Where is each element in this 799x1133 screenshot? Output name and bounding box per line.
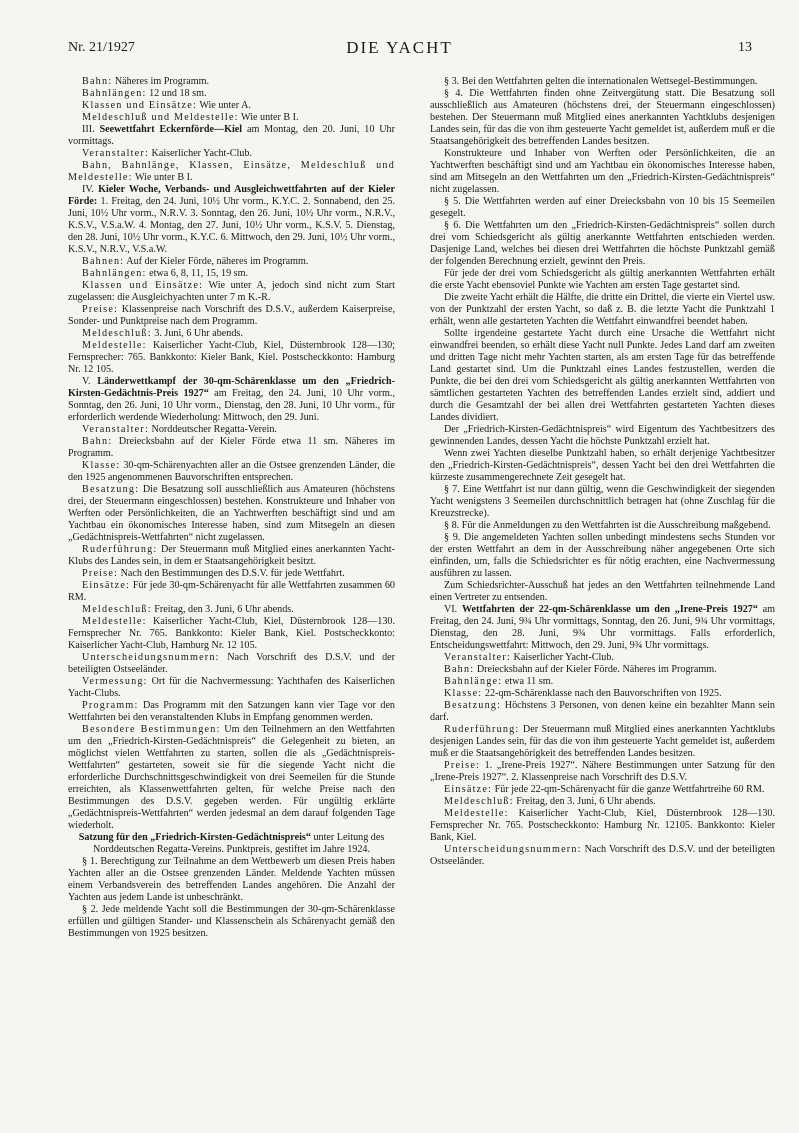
field-label: Vermessung: [82, 676, 148, 687]
paragraph-text: § 5. Die Wettfahrten werden auf einer Dreiecksbahn von 10 bis 15 Seemeilen gesegelt. [430, 196, 775, 219]
text-paragraph [430, 604, 775, 652]
text-paragraph [68, 112, 395, 124]
paragraph-text: 1. Freitag, den 24. Juni, 10½ Uhr vorm., K.Y.C. 2. Sonnabend, den 25. Juni, 10½ Uhr vorm., N.R.V. 3. Sonntag, den 26. Juni, 10½ Uhr vorm., N.R.V., K.S.V., V.S.a.W. 4. Montag, den 27. Juni, 10½ Uhr vorm., K.S.V. 5. Dienstag, den 28. Juni, 10½ Uhr vorm., K.Y.C. 6. Mittwoch, den 29. Juni, 10½ Uhr vorm., K.S.V., N.R.V., V.S.a.W. [68, 196, 395, 255]
paragraph-text: Wie unter B I. [132, 172, 193, 183]
paragraph-text: § 4. Die Wettfahrten finden ohne Zeitvergütung statt. Die Besatzung soll ausschließlich aus Amateuren (höchstens drei, der Steuermann eingeschlossen) bestehen. Der Steuermann muß Mitglied eines anerkannten Yachtklubs desjenigen Landes sein, für das die von ihm gesteuerte Yacht gemeldet ist, außerdem muß er die Staatsangehörigkeit des betreffenden Landes besitzen. [430, 88, 775, 147]
paragraph-text: § 8. Für die Anmeldungen zu den Wettfahrten ist die Ausschreibung maßgebend. [444, 520, 771, 531]
field-label: Programm: [82, 700, 139, 711]
text-paragraph [430, 424, 775, 448]
paragraph-text: 3. Juni, 6 Uhr abends. [151, 328, 243, 339]
paragraph-text: Freitag, den 3. Juni, 6 Uhr abends. [151, 604, 294, 615]
field-label: Besatzung: [444, 700, 502, 711]
paragraph-text: Für jede der drei vom Schiedsgericht als gültig anerkannten Wettfahrten erhält die erste Yacht ebensoviel Punkte wie Yachten am ersten Tage gestartet sind. [430, 268, 775, 291]
text-paragraph [68, 856, 395, 904]
text-paragraph [68, 616, 395, 652]
field-label: Klassen und Einsätze: [82, 280, 204, 291]
field-label: Bahn: [82, 436, 113, 447]
paragraph-text: unter Leitung des Norddeutschen Regatta-Vereins. Punktpreis, gestiftet im Jahre 1924. [93, 832, 385, 855]
left-column [68, 76, 395, 940]
field-label: Veranstalter: [82, 424, 149, 435]
paragraph-text: Dreiecksbahn auf der Kieler Förde etwa 11 sm. Näheres im Programm. [68, 436, 395, 459]
section-number: IV. [82, 184, 99, 195]
text-paragraph [68, 100, 395, 112]
text-paragraph [430, 844, 775, 868]
text-paragraph [68, 184, 395, 256]
field-label: Meldestelle: [444, 808, 509, 819]
paragraph-text: Nach Vorschrift des D.S.V. und der beteiligten Ostseeländer. [430, 844, 775, 867]
text-paragraph [68, 256, 395, 268]
paragraph-text: etwa 11 sm. [502, 676, 554, 687]
text-paragraph [430, 652, 775, 664]
paragraph-text: Zum Schiedsrichter-Ausschuß hat jedes an den Wettfahrten teilnehmende Land einen Vertreter zu entsenden. [430, 580, 775, 603]
text-paragraph [68, 604, 395, 616]
text-paragraph [430, 268, 775, 292]
paragraph-text: Auf der Kieler Förde, näheres im Programm. [124, 256, 309, 267]
paragraph-text: Der „Friedrich-Kirsten-Gedächtnispreis“ wird Eigentum des Yachtbesitzers des gewinnenden Landes, dessen Yacht die höchste Punktzahl erzielt hat. [430, 424, 775, 447]
text-paragraph [430, 520, 775, 532]
paragraph-text: 22-qm-Schärenklasse nach den Bauvorschriften von 1925. [482, 688, 722, 699]
field-label: Bahn: [444, 664, 475, 675]
paragraph-text: § 6. Die Wettfahrten um den „Friedrich-Kirsten-Gedächtnispreis“ sollen durch drei vom Schiedsgericht als gültig anerkannte Wettfahrten entschieden werden. Dasjenige Land, welches bei diesen drei Wettfahrten die höchste Punktzahl gemäß der folgenden Berechnung erzielt, gewinnt den Preis. [430, 220, 775, 267]
text-paragraph [430, 88, 775, 148]
field-label: Bahnlängen: [82, 88, 147, 99]
text-paragraph [430, 676, 775, 688]
text-paragraph [430, 796, 775, 808]
text-paragraph [68, 652, 395, 676]
field-label: Klassen und Einsätze: [82, 100, 197, 111]
text-paragraph [430, 688, 775, 700]
text-paragraph [430, 580, 775, 604]
paragraph-text: Dreiecksbahn auf der Kieler Förde. Näheres im Programm. [474, 664, 717, 675]
text-paragraph [68, 484, 395, 544]
paragraph-text: Kaiserlicher Yacht-Club, Kiel, Düsternbrook 128—130; Fernsprecher: 765. Bankkonto: Kieler Bank, Kiel. Postscheckkonto: Hamburg Nr. 12 105. [68, 340, 395, 375]
paragraph-text: Wenn zwei Yachten dieselbe Punktzahl haben, so erhält derjenige Yachtbesitzer den „Friedrich-Kirsten-Gedächtnispreis“, dessen Yacht bei den drei Wettfahrten die kürzeste zusammengerechnete Zeit gesegelt hat. [430, 448, 775, 483]
text-paragraph [68, 328, 395, 340]
text-paragraph [68, 436, 395, 460]
field-label: Unterscheidungsnummern: [82, 652, 220, 663]
statute-heading: Satzung für den „Friedrich-Kirsten-Gedächtnispreis“ [78, 832, 311, 843]
section-number: VI. [444, 604, 462, 615]
paragraph-text: Für jede 30-qm-Schärenyacht für alle Wettfahrten zusammen 60 RM. [68, 580, 395, 603]
field-label: Meldeschluß: [444, 796, 514, 807]
paragraph-text: Klassenpreise nach Vorschrift des D.S.V., außerdem Kaiserpreise, Sonder- und Punktpreise nach dem Programm. [68, 304, 395, 327]
field-label: Bahnlänge: [444, 676, 503, 687]
paragraph-text: Für jede 22-qm-Schärenyacht für die ganze Wettfahrtreihe 60 RM. [492, 784, 765, 795]
paragraph-text: Wie unter A, jedoch sind nicht zum Start zugelassen: die Ausgleichyachten unter 7 m K.-R. [68, 280, 395, 303]
field-label: Bahnen: [82, 256, 125, 267]
text-paragraph [430, 328, 775, 424]
paragraph-text: Norddeutscher Regatta-Verein. [149, 424, 277, 435]
paragraph-text: Ort für die Nachvermessung: Yachthafen des Kaiserlichen Yacht-Clubs. [68, 676, 395, 699]
paragraph-text: Kaiserlicher Yacht-Club. [511, 652, 614, 663]
text-paragraph [68, 148, 395, 160]
text-paragraph [430, 292, 775, 328]
paragraph-text: 30-qm-Schärenyachten aller an die Ostsee grenzenden Länder, die den 1925 angenommenen Bauvorschriften entsprechen. [68, 460, 395, 483]
paragraph-text: Konstrukteure und Inhaber von Werften oder Persönlichkeiten, die an Yachtwerften beschäftigt sind und am Yachtbau ein ökonomisches Interesse haben, sind am Mitsegeln an den Wettfahrten um den „Friedrich-Kirsten-Gedächtnispreis“ nicht zugelassen. [430, 148, 775, 195]
field-label: Einsätze: [444, 784, 493, 795]
field-label: Meldestelle: [82, 340, 147, 351]
paragraph-text: 1. „Irene-Preis 1927“. Nähere Bestimmungen unter Satzung für den „Irene-Preis 1927“. 2. Klassenpreise nach Vorschrift des D.S.V. [430, 760, 775, 783]
text-paragraph [68, 568, 395, 580]
paragraph-text: Kaiserlicher Yacht-Club, Kiel, Düsternbrook 128—130. Fernsprecher Nr. 765. Postscheckkonto: Hamburg Nr. 12105. Bankkonto: Kieler Bank, Kiel. [430, 808, 775, 843]
field-label: Ruderführung: [82, 544, 158, 555]
field-label: Ruderführung: [444, 724, 520, 735]
text-paragraph [430, 76, 775, 88]
text-paragraph [430, 700, 775, 724]
field-label: Unterscheidungsnummern: [444, 844, 582, 855]
page-number: 13 [738, 40, 752, 55]
text-paragraph [68, 268, 395, 280]
text-paragraph [430, 808, 775, 844]
text-paragraph [430, 724, 775, 760]
field-label: Bahn: [82, 76, 113, 87]
section-title: Seewettfahrt Eckernförde—Kiel [99, 124, 243, 135]
paragraph-text: Höchstens 3 Personen, von denen keine ein bezahlter Mann sein darf. [430, 700, 775, 723]
text-paragraph [68, 676, 395, 700]
field-label: Klasse: [82, 460, 121, 471]
text-paragraph [68, 832, 395, 856]
paragraph-text: § 3. Bei den Wettfahrten gelten die internationalen Wettsegel-Bestimmungen. [444, 76, 758, 87]
issue-number: Nr. 21/1927 [68, 40, 135, 55]
field-label: Veranstalter: [444, 652, 511, 663]
section-title: Länderwettkampf der 30-qm-Schärenklasse um den „Friedrich-Kirsten-Gedächtnis-Preis 1927“ [68, 376, 395, 399]
field-label: Meldeschluß und Meldestelle: [82, 112, 239, 123]
paragraph-text: etwa 6, 8, 11, 15, 19 sm. [146, 268, 249, 279]
text-paragraph [430, 784, 775, 796]
section-number: III. [82, 124, 100, 135]
text-paragraph [68, 160, 395, 184]
text-paragraph [68, 88, 395, 100]
paragraph-text: Wie unter A. [197, 100, 251, 111]
paragraph-text: § 7. Eine Wettfahrt ist nur dann gültig, wenn die Geschwindigkeit der siegenden Yacht wenigstens 3 Seemeilen durchschnittlich betragen hat (ohne Zuschlag für die Kreuzstrecke). [430, 484, 775, 519]
text-paragraph [430, 760, 775, 784]
field-label: Veranstalter: [82, 148, 149, 159]
field-label: Bahn, Bahnlänge, Klassen, Einsätze, Meldeschluß und Meldestelle: [68, 160, 395, 183]
section-number: V. [82, 376, 98, 387]
field-label: Besatzung: [82, 484, 140, 495]
paragraph-text: am Freitag, den 24. Juni, 9¾ Uhr vormittags, Sonntag, den 26. Juni, 9¾ Uhr vormittags, Dienstag, den 28. Juni, 9¾ Uhr vormittags. Falls erforderlich, Entscheidungswettfahrt: Mittwoch, den 29. Juni, 9¾ Uhr vormittags. [430, 604, 776, 651]
text-paragraph [430, 196, 775, 220]
paragraph-text: Um den Teilnehmern an den Wettfahrten um den „Friedrich-Kirsten-Gedächtnispreis“ die Gelegenheit zu bieten, an möglichst vielen Wettfahrten zu starten, sollen die als „Gedächtnispreis-Wettfahrten“ gestarteten, soweit sie für die siegende Yacht nicht die erforderliche Durchschnittsgeschwindigkeit von drei Seemeilen für die Stunde erreichten, als Klassenwettfahrten gelten, für welche Preise nach den Bestimmungen des D.S.V. gegeben werden. Für ungültig erklärte „Gedächtnispreis-Wettfahrten“ werden jedesmal an dem darauf folgenden Tage wiederholt. [68, 724, 395, 831]
section-title: Wettfahrten der 22-qm-Schärenklasse um den „Irene-Preis 1927“ [461, 604, 758, 615]
text-paragraph [68, 700, 395, 724]
paragraph-text: Kaiserlicher Yacht-Club. [149, 148, 252, 159]
field-label: Preise: [82, 304, 119, 315]
paragraph-text: § 2. Jede meldende Yacht soll die Bestimmungen der 30-qm-Schärenklasse erfüllen und gültigen Stander- und Klassenschein als Schärenyacht gemäß den Bestimmungen von 1925 besitzen. [68, 904, 395, 939]
paragraph-text: Wie unter B I. [238, 112, 299, 123]
paragraph-text: 12 und 18 sm. [146, 88, 207, 99]
field-label: Einsätze: [82, 580, 131, 591]
paragraph-text: Nach den Bestimmungen des D.S.V. für jede Wettfahrt. [118, 568, 345, 579]
field-label: Bahnlängen: [82, 268, 147, 279]
field-label: Preise: [82, 568, 119, 579]
paragraph-text: Die zweite Yacht erhält die Hälfte, die dritte ein Drittel, die vierte ein Viertel usw. von der Punktzahl der ersten Yacht, so daß z. B. die letzte Yacht die Punktzahl 1 erhält, wenn alle gestarteten Yachten die Wettfahrt einwandfrei beendet haben. [430, 292, 775, 327]
field-label: Meldeschluß: [82, 328, 152, 339]
text-paragraph [68, 904, 395, 940]
paragraph-text: am Montag, den 20. Juni, 10 Uhr vormittags. [68, 124, 395, 147]
paragraph-text: § 1. Berechtigung zur Teilnahme an dem Wettbewerb um diesen Preis haben Yachten aller an die Ostsee grenzenden Länder. Meldende Yachten müssen einem Verbandsverein des betreffenden Landes angehören. Die Anzahl der Yachten aus jedem Lande ist unbeschränkt. [68, 856, 395, 903]
text-paragraph [68, 424, 395, 436]
paragraph-text: Kaiserlicher Yacht-Club, Kiel, Düsternbrook 128—130. Fernsprecher Nr. 765. Bankkonto: Kieler Bank, Kiel. Postscheckkonto: Kaiserlicher Yacht-Club, Hamburg Nr. 12 105. [68, 616, 395, 651]
text-paragraph [430, 532, 775, 580]
text-paragraph [430, 664, 775, 676]
text-paragraph [430, 148, 775, 196]
masthead-title: DIE YACHT [346, 38, 453, 57]
text-paragraph [430, 448, 775, 484]
paragraph-text: Die Besatzung soll ausschließlich aus Amateuren (höchstens drei, der Steuermann eingeschlossen) bestehen. Konstrukteure und Inhaber von Werften oder Persönlichkeiten, die an Yachtwerften beschäftigt sind und am Yachtbau ein ökonomisches Interesse haben, sind zum Mitsegeln an diesen „Gedächtnispreis-Wettfahrten“ nicht zugelassen. [68, 484, 395, 543]
paragraph-text: Der Steuermann muß Mitglied eines anerkannten Yachtklubs desjenigen Landes sein, für das die von ihm gesteuerte Yacht gemeldet ist, außerdem muß er die Staatsangehörigkeit des betreffenden Landes besitzen. [430, 724, 775, 759]
paragraph-text: Der Steuermann muß Mitglied eines anerkannten Yacht-Klubs des Landes sein, in dem er Staatsangehörigkeit besitzt. [68, 544, 395, 567]
field-label: Meldeschluß: [82, 604, 152, 615]
text-paragraph [68, 376, 395, 424]
paragraph-text: Nach Vorschrift des D.S.V. und der beteiligten Ostseeländer. [68, 652, 395, 675]
paragraph-text: Freitag, den 3. Juni, 6 Uhr abends. [513, 796, 656, 807]
paragraph-text: Näheres im Programm. [112, 76, 210, 87]
text-paragraph [68, 124, 395, 148]
text-paragraph [68, 280, 395, 304]
field-label: Klasse: [444, 688, 483, 699]
right-column [430, 76, 775, 868]
text-paragraph [430, 484, 775, 520]
text-paragraph [68, 724, 395, 832]
text-paragraph [68, 544, 395, 568]
text-paragraph [68, 304, 395, 328]
field-label: Meldestelle: [82, 616, 147, 627]
text-paragraph [68, 580, 395, 604]
text-paragraph [430, 220, 775, 268]
paragraph-text: am Freitag, den 24. Juni, 10 Uhr vorm., Sonntag, den 26. Juni, 10 Uhr vorm., Dienstag, den 28. Juni, 10 Uhr vorm., für erforderlich werdende Wiederholung: Mittwoch, den 29. Juni. [68, 388, 395, 423]
field-label: Preise: [444, 760, 481, 771]
field-label: Besondere Bestimmungen: [82, 724, 221, 735]
paragraph-text: Sollte irgendeine gestartete Yacht durch eine Ursache die Wettfahrt nicht einwandfrei beenden, so erhält diese Yacht null Punkte. Jedes Land darf am zweiten und dritten Tage nicht mehr Yachten starten, als am ersten Tage für das betreffende Land gestartet sind. Um die Punktzahl eines Landes festzustellen, werden die Punkte, die bei den drei vom Schiedsgericht als gültig anerkannten Wettfahrten von sämtlichen gestarteten Yachten des betreffenden Landes erzielt sind, addiert und durch die Gesamtzahl der bei allen drei Wettfahrten gestarteten Yachten dieses Landes dividiert. [430, 328, 775, 423]
text-paragraph [68, 460, 395, 484]
text-paragraph [68, 340, 395, 376]
paragraph-text: § 9. Die angemeldeten Yachten sollen unbedingt mindestens sechs Stunden vor der ersten Wettfahrt an dem in der Ausschreibung näher angegebenen Orte sich einfinden, um, falls die Schiedsrichter es für nötig erachten, eine Nachvermessung ausführen zu lassen. [430, 532, 775, 579]
text-paragraph [68, 76, 395, 88]
paragraph-text: Das Programm mit den Satzungen kann vier Tage vor den Wettfahrten bei den veranstaltenden Klubs in Empfang genommen werden. [68, 700, 395, 723]
section-title: Kieler Woche, Verbands- und Ausgleichwettfahrten auf der Kieler Förde: [68, 184, 395, 207]
